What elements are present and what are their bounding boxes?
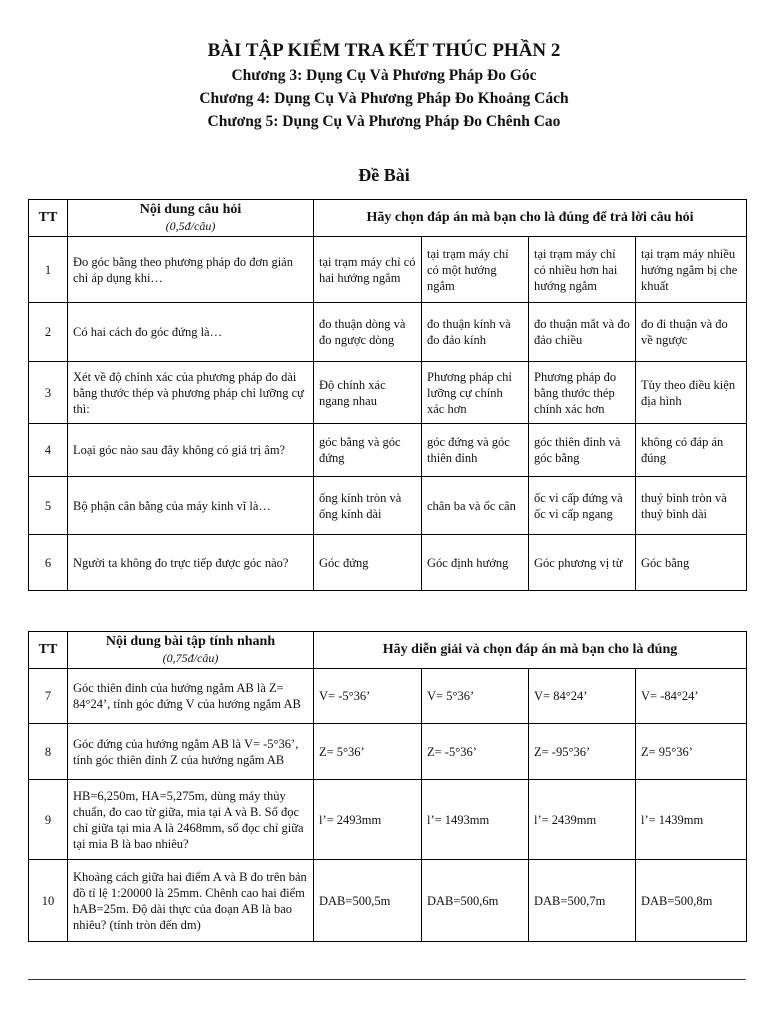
answer-option-a: ống kính tròn và ống kính dài bbox=[314, 477, 422, 535]
row-number: 2 bbox=[29, 303, 68, 362]
chapter-3-heading: Chương 3: Dụng Cụ Và Phương Pháp Đo Góc bbox=[231, 67, 537, 84]
table-row bbox=[29, 535, 747, 591]
question-text: Bộ phận cân bằng của máy kinh vĩ là… bbox=[68, 477, 314, 535]
answer-option-d: l’= 1439mm bbox=[636, 780, 747, 860]
table-row bbox=[29, 860, 747, 942]
col-tt-header: TT bbox=[29, 200, 68, 237]
answer-option-d: Góc bằng bbox=[636, 535, 747, 591]
question-text: Xét về độ chính xác của phương pháp đo dài bằng thước thép và phương pháp chỉ lưỡng cự thì: bbox=[68, 362, 314, 424]
answer-option-a: DAB=500,5m bbox=[314, 860, 422, 942]
answer-option-c: đo thuận mắt và đo đảo chiều bbox=[529, 303, 636, 362]
answer-option-b: DAB=500,6m bbox=[422, 860, 529, 942]
answer-option-a: l’= 2493mm bbox=[314, 780, 422, 860]
answer-option-d: Z= 95°36’ bbox=[636, 724, 747, 780]
table-row bbox=[29, 724, 747, 780]
answer-option-b: đo thuận kính và đo đảo kính bbox=[422, 303, 529, 362]
question-text: Loại góc nào sau đây không có giá trị âm? bbox=[68, 424, 314, 477]
answer-option-d: V= -84°24’ bbox=[636, 669, 747, 724]
col-content-label: Nội dung câu hỏi bbox=[139, 202, 242, 217]
chapter-4-heading: Chương 4: Dụng Cụ Và Phương Pháp Đo Khoảng Cách bbox=[199, 90, 569, 107]
exercise-table-body bbox=[29, 669, 747, 942]
question-table-body bbox=[29, 237, 747, 591]
col-content-points: (0,5đ/câu) bbox=[165, 219, 216, 233]
answer-option-b: Phương pháp chỉ lưỡng cự chính xác hơn bbox=[422, 362, 529, 424]
row-number: 9 bbox=[29, 780, 68, 860]
question-text: HB=6,250m, HA=5,275m, dùng máy thủy chuẩn, đo cao từ giữa, mia tại A và B. Số đọc chỉ giữa tại mia A là 2468mm, số đọc chỉ giữa tại mia B là bao nhiêu? bbox=[68, 780, 314, 860]
question-text: Có hai cách đo góc đứng là… bbox=[68, 303, 314, 362]
answer-option-a: Z= 5°36’ bbox=[314, 724, 422, 780]
answer-option-d: Tùy theo điều kiện địa hình bbox=[636, 362, 747, 424]
table-row bbox=[29, 303, 747, 362]
question-text: Góc thiên đỉnh của hướng ngắm AB là Z= 84°24’, tính góc đứng V của hướng ngắm AB bbox=[68, 669, 314, 724]
row-number: 1 bbox=[29, 237, 68, 303]
table-row bbox=[29, 477, 747, 535]
answer-option-b: góc đứng và góc thiên đỉnh bbox=[422, 424, 529, 477]
row-number: 8 bbox=[29, 724, 68, 780]
answer-option-c: ốc vi cấp đứng và ốc vi cấp ngang bbox=[529, 477, 636, 535]
row-number: 10 bbox=[29, 860, 68, 942]
chapter-5-heading: Chương 5: Dụng Cụ Và Phương Pháp Đo Chênh Cao bbox=[207, 113, 561, 130]
answer-option-c: tại trạm máy chỉ có nhiều hơn hai hướng ngắm bbox=[529, 237, 636, 303]
col-answers-header: Hãy diễn giải và chọn đáp án mà bạn cho là đúng bbox=[314, 632, 747, 669]
answer-option-b: chân ba và ốc cân bbox=[422, 477, 529, 535]
answer-option-c: l’= 2439mm bbox=[529, 780, 636, 860]
col-content-label: Nội dung bài tập tính nhanh bbox=[105, 634, 276, 649]
row-number: 6 bbox=[29, 535, 68, 591]
question-table bbox=[28, 199, 747, 591]
page-title: BÀI TẬP KIỂM TRA KẾT THÚC PHẦN 2 bbox=[207, 40, 561, 61]
answer-option-a: V= -5°36’ bbox=[314, 669, 422, 724]
answer-option-b: V= 5°36’ bbox=[422, 669, 529, 724]
answer-option-a: góc bằng và góc đứng bbox=[314, 424, 422, 477]
answer-option-c: Phương pháp đo bằng thước thép chính xác hơn bbox=[529, 362, 636, 424]
question-text: Người ta không đo trực tiếp được góc nào? bbox=[68, 535, 314, 591]
question-text: Góc đứng của hướng ngắm AB là V= -5°36’, tính góc thiên đỉnh Z của hướng ngắm AB bbox=[68, 724, 314, 780]
answer-option-d: DAB=500,8m bbox=[636, 860, 747, 942]
col-content-header bbox=[68, 632, 314, 669]
document-header bbox=[0, 38, 768, 133]
answer-option-c: góc thiên đỉnh và góc bằng bbox=[529, 424, 636, 477]
footer-divider bbox=[28, 979, 746, 980]
col-content-header bbox=[68, 200, 314, 237]
row-number: 3 bbox=[29, 362, 68, 424]
answer-option-b: Z= -5°36’ bbox=[422, 724, 529, 780]
col-tt-header: TT bbox=[29, 632, 68, 669]
question-text: Khoảng cách giữa hai điểm A và B đo trên bản đồ tỉ lệ 1:20000 là 25mm. Chênh cao hai điểm hAB=25m. Độ dài thực của đoạn AB là bao nhiêu? (tính tròn đến dm) bbox=[68, 860, 314, 942]
table-row bbox=[29, 362, 747, 424]
question-text: Đo góc bằng theo phương pháp đo đơn giản chỉ áp dụng khi… bbox=[68, 237, 314, 303]
answer-option-a: tại trạm máy chỉ có hai hướng ngắm bbox=[314, 237, 422, 303]
row-number: 5 bbox=[29, 477, 68, 535]
answer-option-d: tại trạm máy nhiều hướng ngắm bị che khuất bbox=[636, 237, 747, 303]
answer-option-d: thuỷ bình tròn và thuỷ bình dài bbox=[636, 477, 747, 535]
answer-option-c: Góc phương vị từ bbox=[529, 535, 636, 591]
answer-option-a: Độ chính xác ngang nhau bbox=[314, 362, 422, 424]
answer-option-c: Z= -95°36’ bbox=[529, 724, 636, 780]
section-heading: Đề Bài bbox=[358, 165, 410, 185]
answer-option-b: Góc định hướng bbox=[422, 535, 529, 591]
answer-option-b: l’= 1493mm bbox=[422, 780, 529, 860]
col-content-points: (0,75đ/câu) bbox=[162, 651, 219, 665]
answer-option-b: tại trạm máy chỉ có một hướng ngắm bbox=[422, 237, 529, 303]
answer-option-a: đo thuận dòng và đo ngược dòng bbox=[314, 303, 422, 362]
answer-option-c: V= 84°24’ bbox=[529, 669, 636, 724]
table-row bbox=[29, 237, 747, 303]
table-row bbox=[29, 669, 747, 724]
row-number: 4 bbox=[29, 424, 68, 477]
answer-option-c: DAB=500,7m bbox=[529, 860, 636, 942]
col-answers-header: Hãy chọn đáp án mà bạn cho là đúng để trả lời câu hỏi bbox=[314, 200, 747, 237]
table-row bbox=[29, 424, 747, 477]
exercise-table bbox=[28, 631, 747, 942]
table-row bbox=[29, 780, 747, 860]
row-number: 7 bbox=[29, 669, 68, 724]
answer-option-a: Góc đứng bbox=[314, 535, 422, 591]
answer-option-d: không có đáp án đúng bbox=[636, 424, 747, 477]
answer-option-d: đo đi thuận và đo về ngược bbox=[636, 303, 747, 362]
